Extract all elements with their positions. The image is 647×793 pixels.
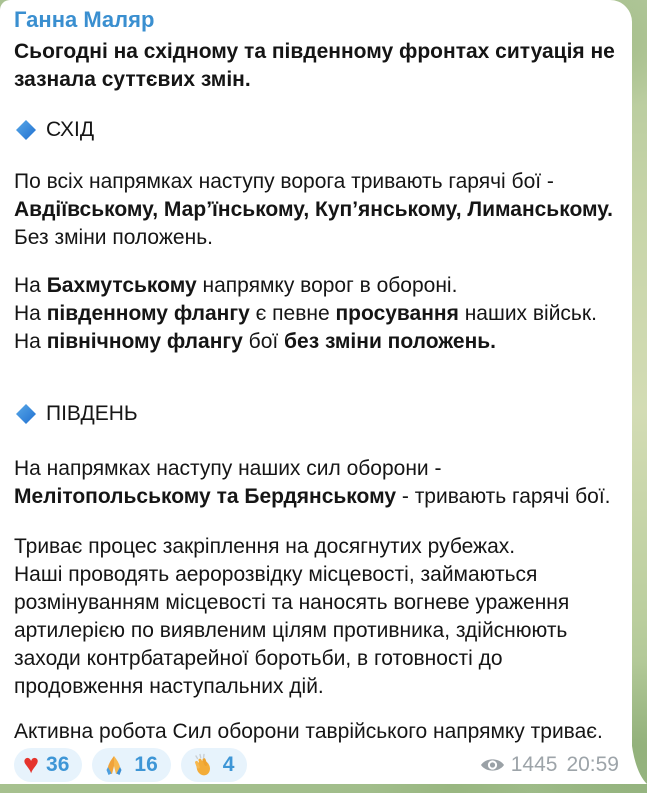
blue-diamond-icon [14, 402, 38, 426]
section-east-title: СХІД [46, 118, 95, 141]
operations-paragraph [14, 533, 618, 701]
flanks-paragraph [14, 272, 618, 356]
bubble-tail [631, 738, 647, 784]
folded-hands-icon [101, 752, 127, 778]
flank-line: На південному флангу є певне просування наших військ. [14, 302, 597, 325]
consolidation-line: Триває процес закріплення на досягнутих рубежах. [14, 535, 516, 558]
blue-diamond-icon [14, 118, 38, 142]
reaction-heart[interactable] [14, 748, 82, 782]
section-south-header [14, 400, 618, 428]
reaction-count: 16 [134, 753, 158, 776]
eye-icon [480, 757, 505, 773]
section-east-header [14, 116, 618, 144]
channel-name[interactable]: Ганна Маляр [14, 7, 155, 32]
reaction-count: 36 [46, 753, 70, 776]
clapping-hands-icon [190, 752, 216, 778]
east-paragraph: По всіх напрямках наступу ворога тривають гарячі бої - Авдіївському, Мар’їнському, Куп’янському, Лиманському. Без зміни положень. [14, 170, 613, 249]
view-count: 1445 [510, 753, 558, 776]
closing-paragraph: Активна робота Сил оборони таврійського напрямку триває. [14, 720, 603, 743]
message-time: 20:59 [566, 753, 619, 776]
reaction-clap[interactable] [181, 748, 248, 782]
views [480, 753, 558, 777]
message-intro: Сьогодні на східному та південному фронтах ситуація не зазнала суттєвих змін. [14, 40, 615, 91]
section-south-title: ПІВДЕНЬ [46, 402, 138, 425]
red-heart-icon: ♥ [23, 748, 40, 779]
activity-line: Наші проводять аеророзвідку місцевості, займаються розмінуванням місцевості та наносять вогневе ураження артилерією по виявленим цілям противника, здійснюють заходи контрбатарейної боротьби, в готовності до продовження наступальних дій. [14, 563, 570, 698]
south-paragraph: На напрямках наступу наших сил оборони - Мелітопольському та Бердянському - тривають гарячі бої. [14, 457, 611, 508]
flank-line: На північному флангу бої без зміни положень. [14, 330, 497, 353]
flank-line: На Бахмутському напрямку ворог в обороні. [14, 274, 458, 297]
reaction-pray[interactable] [92, 748, 170, 782]
message-meta [480, 753, 619, 777]
reaction-count: 4 [222, 753, 235, 776]
